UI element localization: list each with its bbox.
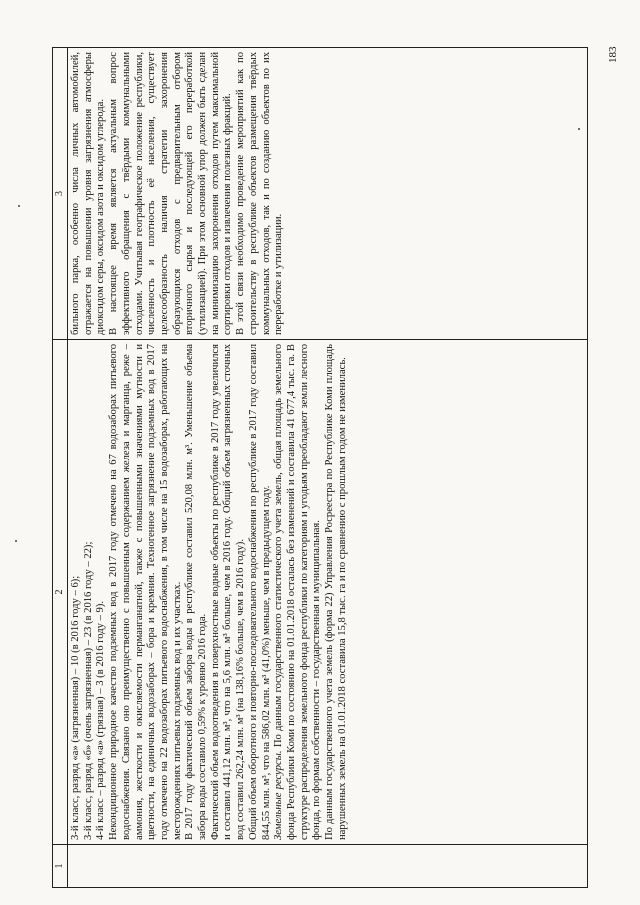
groundwater-quality-paragraph: Некондиционное природное качество подземных вод в 2017 году отмечено на 67 водозаборах питьевого водоснабжения. Связано оно преимущественно с повышенным содержанием железа и марганца, реже – аммония, жесткости и окисляемости перманганатной, также с повышенными значениями мутности и цветности, на единичных водозаборах – бора и кремния. Техногенное загрязнение подземных вод в 2017 году отмечено на 22 водозаборах питьевого водоснабжения, в том числе на 15 водозаборах, работающих на месторождениях питьевых подземных вод и их участках.: [108, 344, 183, 840]
water-class-3a: 3-й класс, разряд «а» (загрязненная) – 10 (в 2016 году – 6);: [70, 575, 81, 840]
column-number-2: 2: [53, 340, 68, 845]
vehicle-pollution-paragraph: бильного парка, особенно числа личных автомобилей, отражается на повышении уровня загрязнения атмосферы диоксидом серы, оксидом азота и оксидом углерода.: [70, 52, 107, 335]
land-resources-text: По данным государственного статистического учета земель, общая площадь земельного фонда Республики Коми по состоянию на 01.01.2018 осталась без изменений и составила 41 677,4 тыс. га. В структуре распределения земельного фонда республики по категориям и угодьям преобладают земли лесного фонда, по формам собственности – государственная и муниципальная.: [273, 344, 323, 840]
waste-facilities-paragraph: В этой связи необходимо проведение мероприятий как по строительству в республике объектов размещения твёрдых коммунальных отходов, так и по созданию объектов по их переработке и утилизации.: [235, 52, 285, 335]
column-number-row: [53, 48, 68, 888]
cell-col2: [68, 340, 588, 845]
table-row: [68, 48, 588, 888]
empty-cell-col1: [68, 845, 588, 888]
scan-speck: [15, 540, 17, 542]
water-intake-paragraph: В 2017 году фактический объем забора воды в республике составил 520,08 млн. м³. Уменьшение объема забора воды составило 0,59% к уровню 2016 года.: [184, 344, 209, 840]
rotated-table-container: [52, 48, 588, 888]
page-number: 183: [607, 46, 619, 64]
water-class-4a: 4-й класс – разряд «а» (грязная) – 3 (в 2016 году – 9).: [95, 601, 107, 840]
land-resources-paragraph: [273, 344, 324, 840]
disturbed-land-paragraph: По данным государственного учета земель (форма 22) Управления Росреестра по Республике Коми площадь нарушенных земель на 01.01.2018 составила 15,8 тыс. га и по сравнению с прошлым годом не изменилась.: [324, 344, 348, 840]
waste-management-paragraph: В настоящее время является актуальным вопрос эффективного обращения с твёрдыми коммунальными отходами. Учитывая географическое положение республики, численность и плотность её населения, существует целесообразность наличия стратегии захоронения образующихся отходов с предварительным отбором вторичного сырья и последующей его переработкой (утилизацией). При этом основной упор должен быть сделан на минимизацию захоронения отходов путем максимальной сортировки отходов и извлечения полезных фракций.: [108, 52, 234, 335]
scan-speck: [18, 205, 20, 207]
water-discharge-paragraph: Фактический объем водоотведения в поверхностные водные объекты по республике в 2017 году увеличился и составил 441,12 млн. м³, что на 5,6 млн. м³ больше, чем в 2016 году. Общий объем загрязненных сточных вод составил 262,24 млн. м³ (на 138,16% больше, чем в 2016 году).: [209, 344, 247, 840]
water-class-3b: 3-й класс, разряд «б» (очень загрязненная) – 23 (в 2016 году – 22);: [82, 541, 94, 840]
column-number-3: 3: [53, 48, 68, 340]
column-number-1: 1: [53, 845, 68, 888]
cell-col3: [68, 48, 588, 340]
land-resources-heading: Земельные ресурсы.: [273, 750, 285, 840]
recycled-water-paragraph: Общий объем оборотного и повторно-последовательного водоснабжения по республике в 2017 году составил 844,55 млн. м³, что на 586,02 млн. м³ (41,0%) меньше, чем в предыдущем году.: [247, 344, 272, 840]
document-table: [52, 47, 588, 888]
